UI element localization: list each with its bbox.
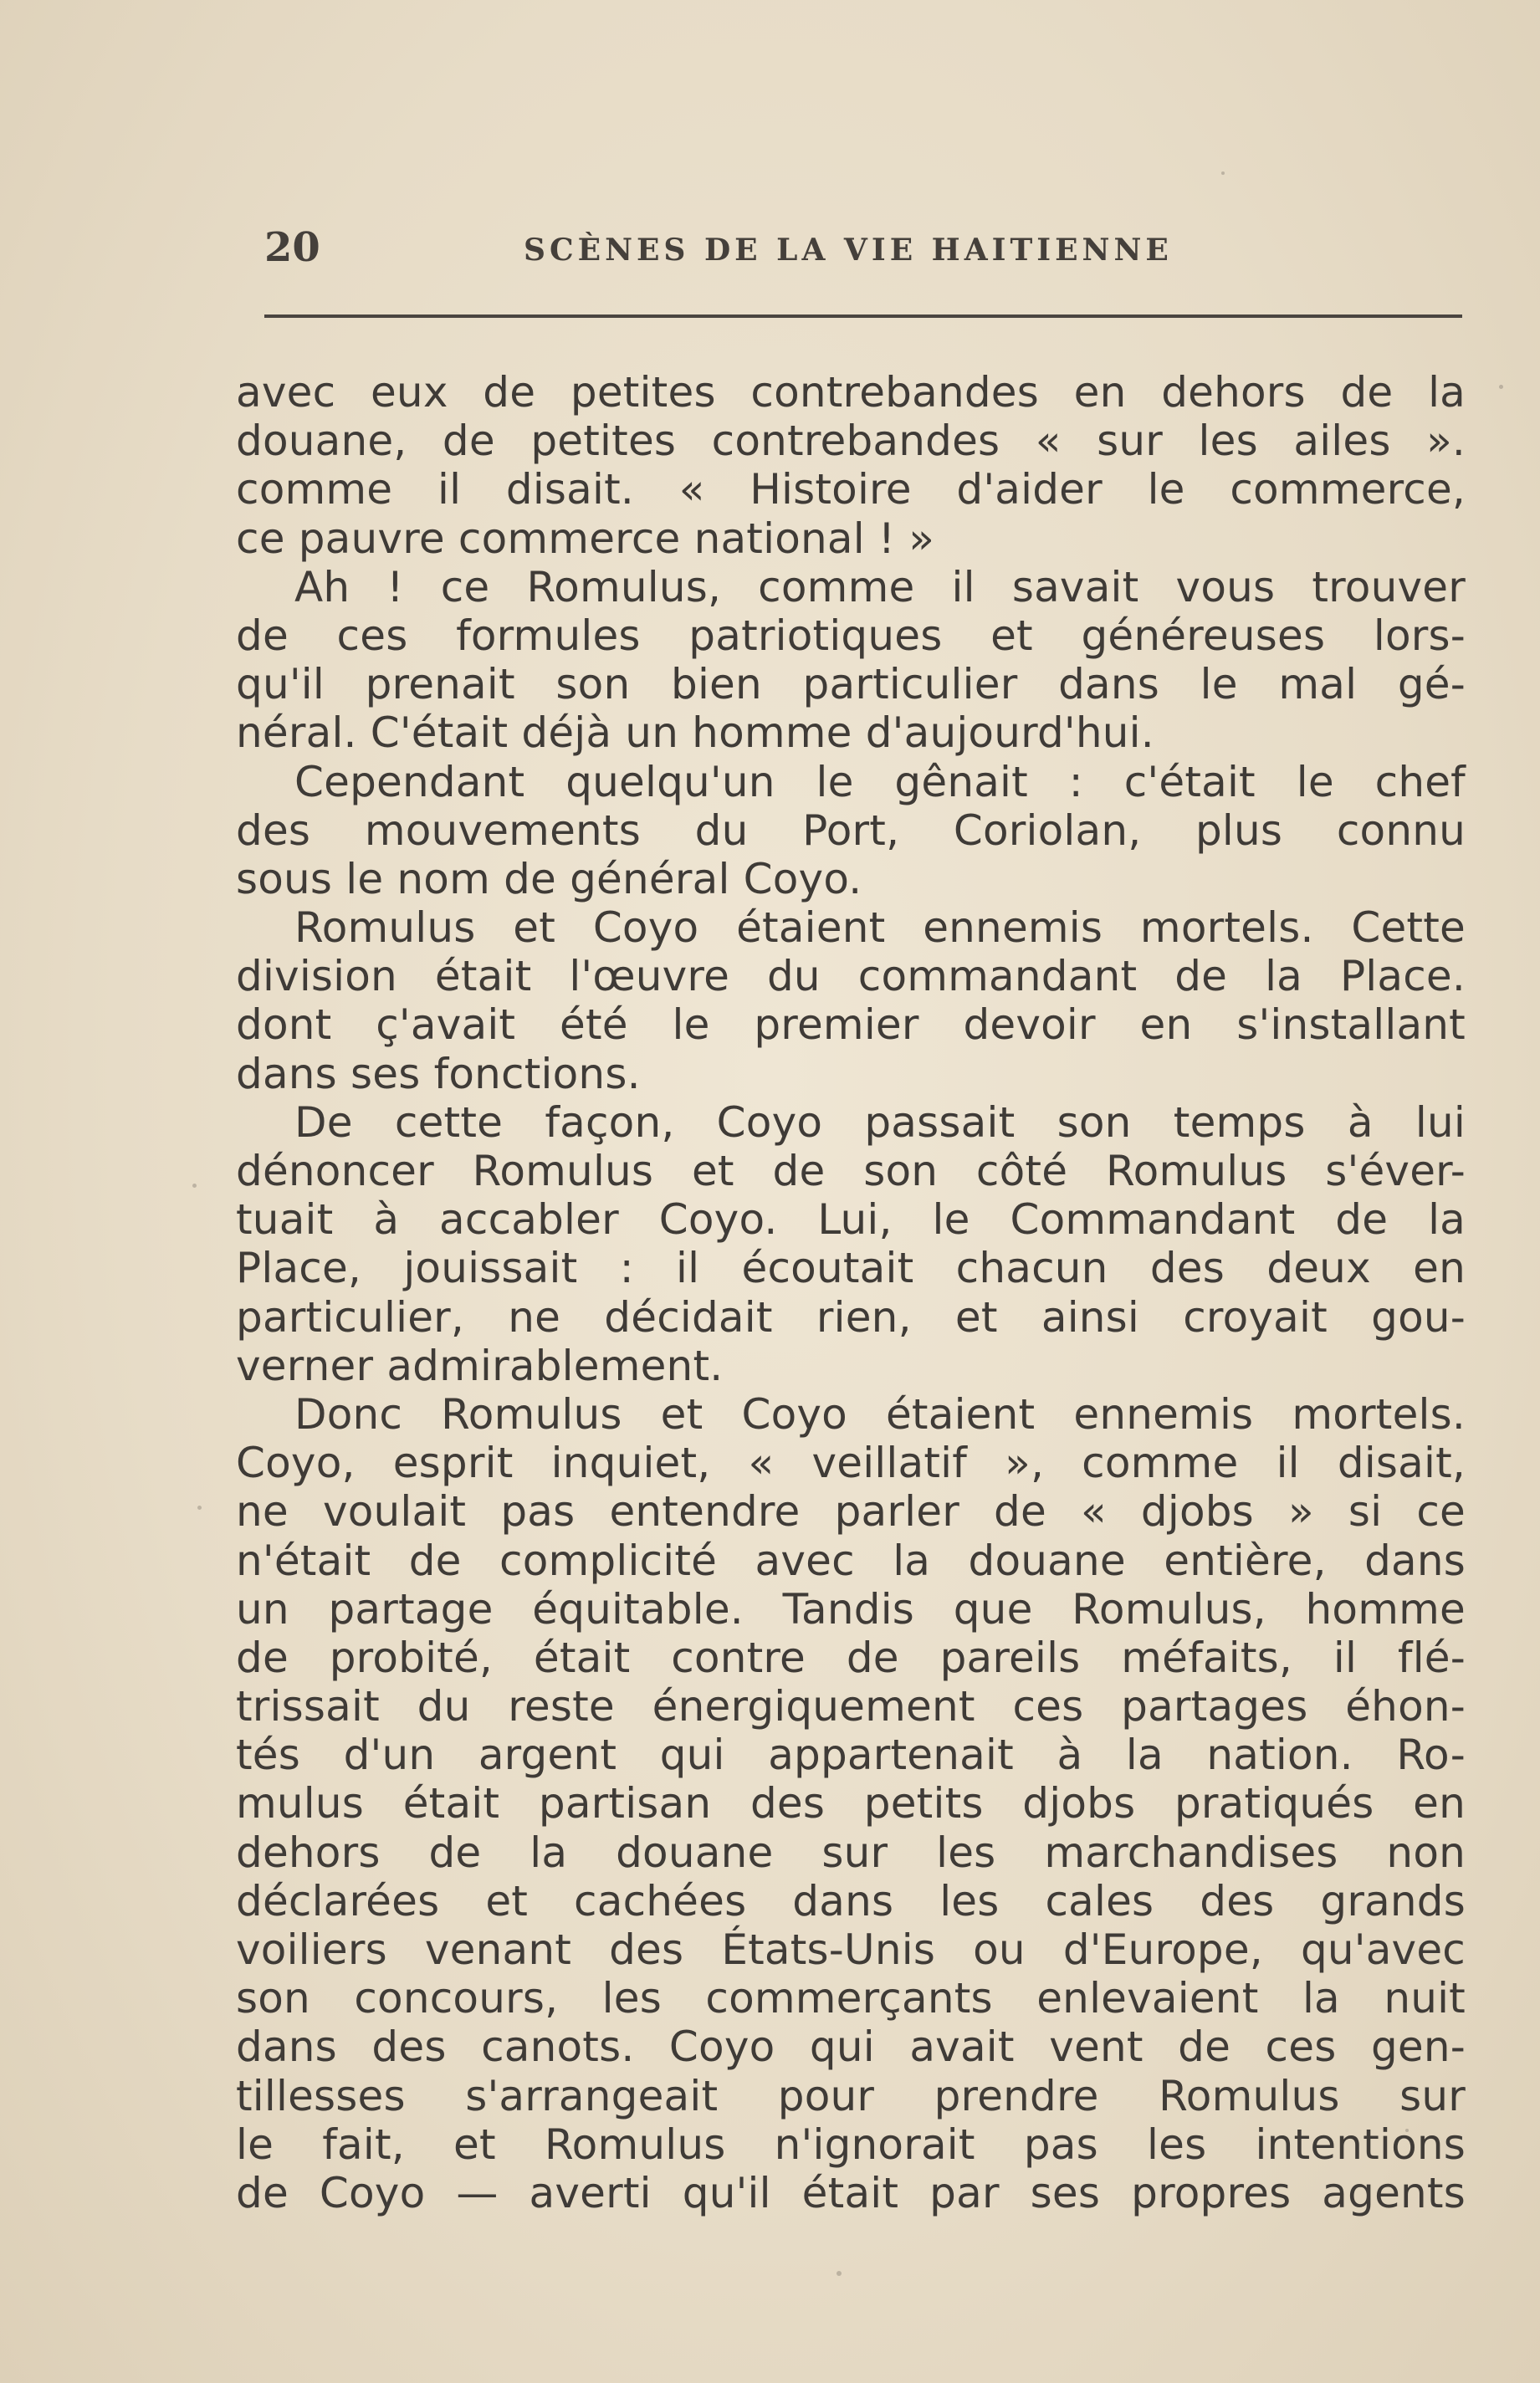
text-line: trissait du reste énergiquement ces partages éhon- [236, 1682, 1466, 1731]
running-title: SCÈNES DE LA VIE HAITIENNE [524, 233, 1173, 268]
text-line: douane, de petites contrebandes « sur les ailes ». [236, 417, 1466, 466]
text-line: de Coyo — averti qu'il était par ses propres agents [236, 2168, 1466, 2217]
text-line: des mouvements du Port, Coriolan, plus connu [236, 805, 1466, 855]
text-line: dénoncer Romulus et de son côté Romulus s'éver- [236, 1147, 1466, 1195]
text-line: dehors de la douane sur les marchandises non [236, 1828, 1466, 1877]
text-line: verner admirablement. [236, 1341, 724, 1390]
text-line: de ces formules patriotiques et généreuses lors- [236, 611, 1466, 660]
paper-speck [192, 1184, 197, 1188]
paragraph-start-line: Ah ! ce Romulus, comme il savait vous trouver [294, 562, 1466, 611]
text-line: ne voulait pas entendre parler de « djobs » si ce [236, 1487, 1466, 1537]
text-line: de probité, était contre de pareils méfaits, il flé- [236, 1633, 1466, 1682]
text-line: mulus était partisan des petits djobs pratiqués en [236, 1779, 1466, 1828]
text-line: dans ses fonctions. [236, 1049, 641, 1098]
text-line: un partage équitable. Tandis que Romulus, homme [236, 1584, 1466, 1634]
text-line: dont ç'avait été le premier devoir en s'installant [236, 1000, 1466, 1050]
text-line: dans des canots. Coyo qui avait vent de ces gen- [236, 2022, 1466, 2072]
text-line: Place, jouissait : il écoutait chacun des deux en [236, 1244, 1466, 1293]
paragraph-start-line: Cependant quelqu'un le gênait : c'était le chef [294, 757, 1466, 806]
paper-speck [1405, 2129, 1409, 2132]
page-number: 20 [264, 224, 320, 271]
text-line: avec eux de petites contrebandes en dehors de la [236, 368, 1466, 417]
paragraph-start-line: De cette façon, Coyo passait son temps à lui [294, 1097, 1466, 1147]
paper-speck [1221, 171, 1225, 175]
text-line: tillesses s'arrangeait pour prendre Romulus sur [236, 2071, 1466, 2120]
text-line: ce pauvre commerce national ! » [236, 514, 935, 563]
text-line: sous le nom de général Coyo. [236, 854, 862, 903]
running-head [264, 224, 1461, 291]
header-rule [264, 314, 1462, 318]
body-text [236, 368, 1466, 2217]
paper-speck [197, 1506, 202, 1510]
text-line: néral. C'était déjà un homme d'aujourd'hui. [236, 708, 1154, 758]
text-line: division était l'œuvre du commandant de la Place. [236, 952, 1466, 1001]
paragraph-start-line: Donc Romulus et Coyo étaient ennemis mortels. [294, 1389, 1466, 1439]
paper-speck [837, 2271, 842, 2276]
paper-speck [1499, 385, 1503, 389]
text-line: n'était de complicité avec la douane entière, dans [236, 1536, 1466, 1585]
text-line: déclarées et cachées dans les cales des grands [236, 1876, 1466, 1925]
text-line: Coyo, esprit inquiet, « veillatif », comme il disait, [236, 1439, 1466, 1488]
text-line: voiliers venant des États-Unis ou d'Europe, qu'avec [236, 1925, 1466, 1974]
text-line: son concours, les commerçants enlevaient la nuit [236, 1974, 1466, 2023]
text-line: le fait, et Romulus n'ignorait pas les intentions [236, 2120, 1466, 2169]
text-line: qu'il prenait son bien particulier dans le mal gé- [236, 660, 1466, 709]
paragraph-start-line: Romulus et Coyo étaient ennemis mortels. Cette [294, 903, 1466, 953]
text-line: tés d'un argent qui appartenait à la nation. Ro- [236, 1731, 1466, 1780]
text-line: comme il disait. « Histoire d'aider le commerce, [236, 465, 1466, 514]
text-line: tuait à accabler Coyo. Lui, le Commandant de la [236, 1195, 1466, 1245]
text-line: particulier, ne décidait rien, et ainsi croyait gou- [236, 1292, 1466, 1342]
